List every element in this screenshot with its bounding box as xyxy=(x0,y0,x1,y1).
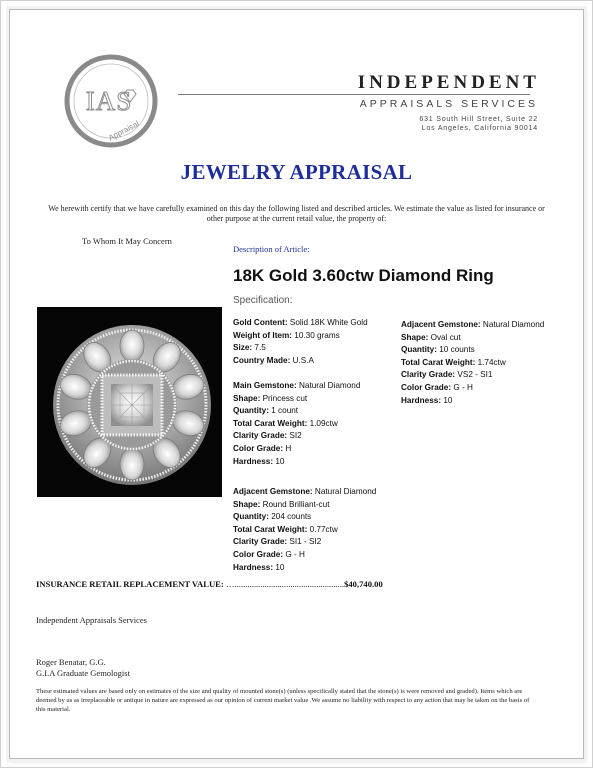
spec-value: 0.77ctw xyxy=(307,524,338,534)
spec-row xyxy=(401,332,544,345)
spec-value: Solid 18K White Gold xyxy=(287,318,368,327)
spec-row xyxy=(233,536,376,549)
spec-label: Total Carat Weight: xyxy=(233,418,308,428)
spec-value: 204 counts xyxy=(268,512,312,522)
logo-ring-text: Appraisal xyxy=(106,118,141,143)
spec-row xyxy=(401,319,544,332)
insurance-amount: $40,740.00 xyxy=(344,579,383,589)
document-title: JEWELRY APPRAISAL xyxy=(180,160,413,184)
spec-value: U.S.A xyxy=(290,355,314,365)
spec-value: Natural Diamond xyxy=(480,320,545,329)
spec-row xyxy=(233,380,360,393)
spec-row xyxy=(233,393,360,406)
insurance-label: INSURANCE RETAIL REPLACEMENT VALUE: xyxy=(36,579,224,589)
spec-row xyxy=(233,456,360,469)
spec-label: Main Gemstone: xyxy=(233,381,297,390)
spec-label: Color Grade: xyxy=(233,549,284,559)
spec-value: Natural Diamond xyxy=(296,381,361,390)
oval-diamond xyxy=(120,448,144,480)
spec-row xyxy=(233,342,368,355)
spec-row xyxy=(233,511,376,524)
disclaimer: These estimated values are based only on estimates of the size and quality of mounted stone(s) (unless specifically stated that the stone(s) is were removed and graded). Items which are deemed by us as irreplaceable or antique in nature are expressed as our opinion of current market value .We assume no liability with respect to any action that may be taken on the basis of this material. xyxy=(36,688,530,713)
spec-label: Quantity: xyxy=(233,512,269,522)
company-subtitle: APPRAISALS SERVICES xyxy=(359,98,538,110)
spec-value: 10 counts xyxy=(436,345,475,355)
description-label: Description of Article: xyxy=(233,244,310,254)
ring-photo xyxy=(37,307,222,497)
spec-value: 1 count xyxy=(268,406,299,416)
spec-value: Round Brilliant-cut xyxy=(260,499,330,509)
spec-label: Color Grade: xyxy=(401,382,452,392)
item-title: 18K Gold 3.60ctw Diamond Ring xyxy=(233,266,494,285)
company-name: INDEPENDENT xyxy=(357,72,540,93)
spec-label: Gold Content: xyxy=(233,318,288,327)
certification-text: We herewith certify that we have carefully examined on this day the following listed and described articles. We estimate the value as listed for insurance or other purpose at the current retail value, the property of: xyxy=(48,204,545,223)
recipient: To Whom It May Concern xyxy=(82,236,172,246)
spec-value: 10.30 grams xyxy=(291,330,340,340)
spec-label: Hardness: xyxy=(233,456,274,466)
spec-row xyxy=(401,369,544,382)
spec-row xyxy=(233,405,360,418)
insurance-leader: …................................................... xyxy=(225,579,345,589)
spec-value: Princess cut xyxy=(260,393,308,403)
spec-row xyxy=(233,430,360,443)
spec-label: Adjacent Gemstone: xyxy=(401,320,481,329)
signature-name: Roger Benatar, G.G. xyxy=(36,657,106,667)
spec-label: Hardness: xyxy=(401,395,442,405)
spec-value: 7.5 xyxy=(252,343,266,353)
spec-label: Clarity Grade: xyxy=(233,537,288,547)
logo-letters: IAS xyxy=(85,86,133,116)
spec-row xyxy=(401,344,544,357)
spec-row xyxy=(233,486,376,499)
company-address-line1: 631 South Hill Street, Suite 22 xyxy=(419,116,538,123)
spec-row xyxy=(233,549,376,562)
spec-value: G - H xyxy=(283,549,305,559)
spec-label: Shape: xyxy=(233,499,261,509)
spec-row xyxy=(401,357,544,370)
spec-value: VS2 - SI1 xyxy=(455,370,493,380)
spec-value: 1.74ctw xyxy=(475,357,506,367)
spec-label: Hardness: xyxy=(233,562,274,572)
signature-title: G.I.A Graduate Gemologist xyxy=(36,668,130,678)
spec-label: Clarity Grade: xyxy=(233,431,288,441)
specification-label: Specification: xyxy=(233,295,293,306)
spec-label: Quantity: xyxy=(233,406,269,416)
spec-value: SI2 xyxy=(287,431,302,441)
spec-value: 1.09ctw xyxy=(307,418,338,428)
spec-row xyxy=(233,443,360,456)
spec-value: SI1 - SI2 xyxy=(287,537,322,547)
spec-row xyxy=(233,499,376,512)
spec-label: Adjacent Gemstone: xyxy=(233,487,313,496)
spec-adjacent-round xyxy=(233,486,376,574)
spec-row xyxy=(401,382,544,395)
company-address-line2: Los Angeles, California 90014 xyxy=(421,125,538,132)
spec-label: Total Carat Weight: xyxy=(233,524,308,534)
spec-label: Shape: xyxy=(233,393,261,403)
signature-company: Independent Appraisals Services xyxy=(36,615,147,625)
header-rule xyxy=(178,94,530,95)
spec-row xyxy=(233,355,368,368)
insurance-value xyxy=(36,579,383,589)
ias-logo xyxy=(63,53,159,149)
spec-value: G - H xyxy=(451,382,473,392)
spec-label: Color Grade: xyxy=(233,443,284,453)
spec-label: Size: xyxy=(233,343,253,353)
spec-label: Weight of Item: xyxy=(233,330,292,340)
spec-main-gemstone xyxy=(233,380,360,468)
spec-value: Natural Diamond xyxy=(312,487,377,496)
spec-row xyxy=(233,562,376,575)
spec-value: 10 xyxy=(273,456,285,466)
oval-diamond xyxy=(120,330,144,362)
spec-row xyxy=(233,418,360,431)
spec-value: 10 xyxy=(441,395,453,405)
spec-general xyxy=(233,317,368,367)
spec-row xyxy=(233,317,368,330)
spec-row xyxy=(233,330,368,343)
spec-value: 10 xyxy=(273,562,285,572)
spec-adjacent-oval xyxy=(401,319,544,407)
spec-label: Quantity: xyxy=(401,345,437,355)
spec-row xyxy=(401,395,544,408)
spec-value: H xyxy=(283,443,292,453)
spec-label: Total Carat Weight: xyxy=(401,357,476,367)
spec-value: Oval cut xyxy=(428,332,461,342)
spec-label: Country Made: xyxy=(233,355,291,365)
spec-label: Clarity Grade: xyxy=(401,370,456,380)
spec-label: Shape: xyxy=(401,332,429,342)
spec-row xyxy=(233,524,376,537)
